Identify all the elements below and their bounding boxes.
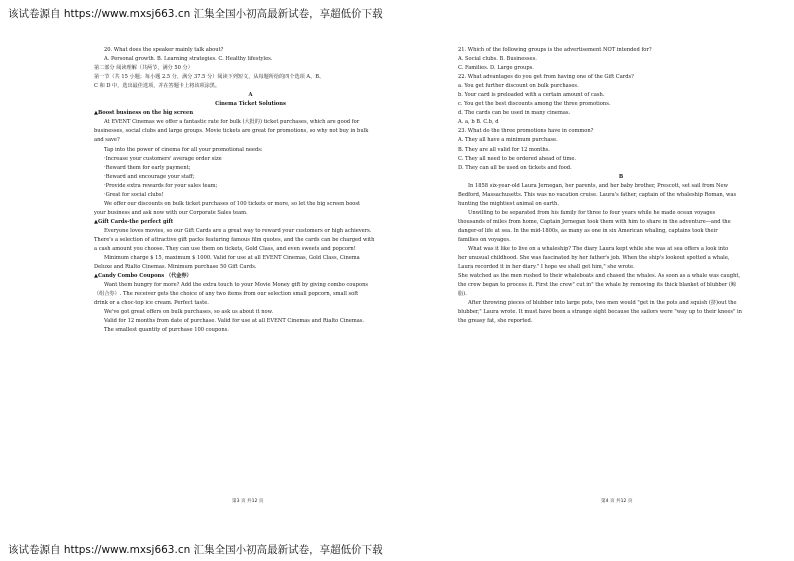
text-line: 第一节（共 15 小题；每小题 2.5 分，满分 37.5 分）阅读下列短文，从每题所给的四个选项 A、B、 bbox=[94, 74, 325, 81]
text-line: What was it like to live on a whaleship? The diary Laura kept while she was at sea offers a look into bbox=[468, 246, 729, 253]
text-line: A. They all have a minimum purchase. bbox=[458, 137, 558, 144]
text-line: A. a, b B. C.b, d bbox=[458, 119, 499, 126]
text-line: （组合券）. The receiver gets the choice of any two items from our selection small popcorn, small soft bbox=[94, 291, 359, 298]
text-line: the crew began to process it. First the crew" cut in" the whale by removing its thick blanket of blubber (鲸 bbox=[458, 282, 736, 289]
section-heading: B bbox=[618, 173, 624, 180]
section-heading: A bbox=[248, 92, 253, 99]
text-line: In 1858 six-year-old Laura Jernegan, her parents, and her baby brother, Prescott, set sail from New bbox=[468, 182, 728, 189]
subsection-heading: ▲Gift Cards-the perfect gift bbox=[94, 218, 174, 225]
text-line: danger-of life at sea. In the mid-1800s, as many as one in six American whaling, captains took their bbox=[458, 227, 718, 234]
text-line: thousands of miles from home, Captain Jernegan took them with him to share in the adventure—and the bbox=[458, 218, 731, 225]
subsection-heading: ▲Boost business on the big screen bbox=[94, 110, 194, 117]
text-line: We've got great offers on bulk purchases, so ask us about it now. bbox=[104, 309, 274, 316]
subsection-heading: ▲Candy Combo Coupons （代金券） bbox=[94, 273, 192, 280]
text-line: ·Great for social clubs! bbox=[104, 191, 164, 198]
text-line: a cash amount you choose. They can use them on tickets, Gold Class, and even sweets and popcorn! bbox=[94, 246, 356, 253]
left-page-footer: 第3 页 共12 页 bbox=[232, 499, 264, 504]
text-line: Everyone loves movies, so our Gift Cards are a great way to reward your customers or high achievers. bbox=[104, 227, 372, 234]
text-line: D. They can all be used on tickets and food. bbox=[458, 164, 572, 171]
left-page-column bbox=[94, 46, 407, 514]
text-line: At EVENT Cinemas we offer a fantastic rate for bulk (大批的) ticket purchases, which are good for bbox=[104, 119, 360, 126]
text-line: 23. What do the three promotions have in common? bbox=[458, 128, 594, 135]
text-line: b. Your card is preloaded with a certain amount of cash. bbox=[458, 92, 605, 99]
text-line: your business and ask now with our Corporate Sales team. bbox=[94, 209, 248, 216]
right-page-column bbox=[458, 46, 784, 514]
text-line: Valid for 12 months from date of purchase. Valid for use at all EVENT Cinemas and Rialto Cinemas. bbox=[104, 318, 365, 325]
text-line: families on voyages. bbox=[458, 236, 511, 243]
text-line: Unwilling to be separated from his family for three to four years while he made ocean voyages bbox=[468, 209, 716, 216]
source-banner-top: 该试卷源自 https://www.mxsj663.cn 汇集全国小初高最新试卷，享超低价下载 bbox=[8, 8, 383, 20]
text-line: There's a selection of attractive gift packs featuring famous film quotes, and the cards can be charged with bbox=[94, 236, 375, 243]
text-line: 21. Which of the following groups is the advertisement NOT intended for? bbox=[458, 47, 652, 53]
text-line: the greasy fat, she reported. bbox=[458, 318, 533, 325]
text-line: businesses, social clubs and large groups. Movie tickets are great for promotions, so why not buy in bulk bbox=[94, 128, 369, 135]
text-line: C 和 D 中，选出最佳选项，并在答题卡上将该项涂黑。 bbox=[94, 83, 221, 90]
text-line: ·Reward and encourage your staff; bbox=[104, 173, 195, 180]
text-line: 脂). bbox=[458, 291, 467, 298]
text-line: A. Social clubs. B. Businesses. bbox=[458, 56, 537, 63]
text-line: ·Provide extra rewards for your sales team; bbox=[104, 182, 218, 189]
text-line: 第二部分 阅读理解（共两节，满分 50 分） bbox=[94, 65, 193, 72]
text-line: ·Reward them for early payment; bbox=[104, 164, 191, 171]
text-line: C. Families. D. Large groups. bbox=[458, 65, 534, 72]
text-line: blubber," Laura wrote. It must have been a strange sight because the sailors were "way up to their knees" in bbox=[458, 309, 742, 316]
text-line: We offer our discounts on bulk ticket purchases of 100 tickets or more, so let the big screen boost bbox=[104, 200, 361, 207]
text-line: After throwing pieces of blubber into large pots, two men would "get in the pots and squish (挤)out the bbox=[468, 300, 737, 307]
text-line: drink or a choc-top ice cream. Perfect taste. bbox=[94, 300, 209, 307]
text-line: Want them hungry for more? Add the extra touch to your Movie Money gift by giving combo coupons bbox=[104, 282, 369, 289]
text-line: Minimum charge $ 15, maximum $ 1000. Valid for use at all EVENT Cinemas, Gold Class, Cinema bbox=[104, 255, 360, 262]
text-line: C. They all need to be ordered ahead of time. bbox=[458, 155, 577, 162]
text-line: 20. What does the speaker mainly talk about? bbox=[104, 47, 224, 53]
text-line: Deluxe and Rialto Cinemas. Minimum purchase 50 Gift Cards. bbox=[94, 264, 257, 271]
text-line: The smallest quantity of purchase 100 coupons. bbox=[104, 327, 229, 334]
text-line: a. You get further discount on bulk purchases. bbox=[458, 83, 579, 90]
right-page-footer: 第4 页 共12 页 bbox=[601, 499, 633, 504]
section-heading: Cinema Ticket Solutions bbox=[215, 101, 286, 108]
text-line: 22. What advantages do you get from having one of the Gift Cards? bbox=[458, 74, 634, 81]
text-line: d. The cards can be used in many cinemas. bbox=[458, 110, 571, 117]
text-line: and save? bbox=[94, 137, 120, 144]
text-line: c. You get the best discounts among the three promotions. bbox=[458, 101, 611, 108]
text-line: Bedford, Massachusetts. This was no vacation cruise. Laura's father, captain of the whaleship Roman, was bbox=[458, 191, 737, 198]
text-line: ·Increase your customers' average order size bbox=[104, 155, 222, 162]
text-line: She watched as the men rushed to their whaleboats and chased the whales. As soon as a whale was caught, bbox=[458, 273, 741, 280]
text-line: Tap into the power of cinema for all your promotional needs: bbox=[104, 146, 263, 153]
text-line: Laura recorded it in her diary." I hope we shall get him," she wrote. bbox=[458, 264, 635, 271]
text-line: her unusual childhood. She was fascinated by her father's job. When the ship's lookout spotted a whale, bbox=[458, 255, 730, 262]
text-line: A. Personal growth. B. Learning strategies. C. Healthy lifestyles. bbox=[104, 56, 273, 63]
text-line: hunting the mightiest animal on earth. bbox=[458, 200, 559, 207]
text-line: B. They are all valid for 12 months. bbox=[458, 146, 550, 153]
source-banner-bottom: 该试卷源自 https://www.mxsj663.cn 汇集全国小初高最新试卷，享超低价下载 bbox=[8, 544, 383, 556]
